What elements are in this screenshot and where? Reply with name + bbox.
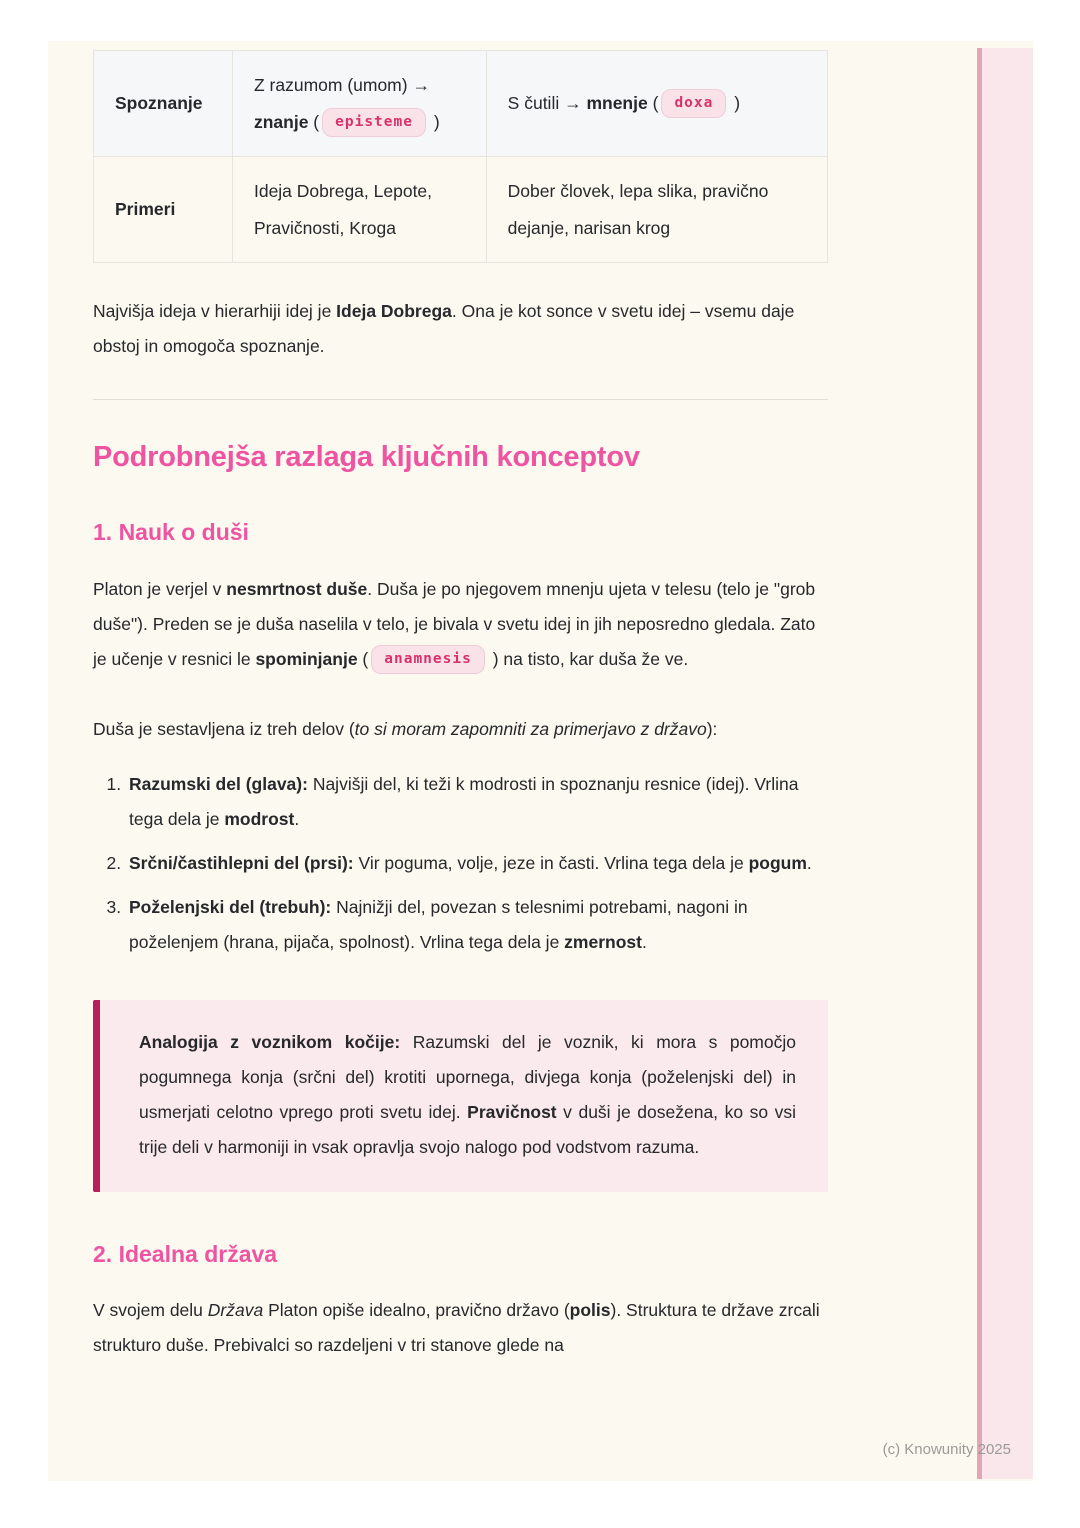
row-label-spoznanje: Spoznanje: [94, 51, 233, 157]
cell-cognition-sensory: S čutili → mnenje ( doxa ): [486, 51, 827, 157]
paragraph-soul-immortality: Platon je verjel v nesmrtnost duše. Duša je po njegovem mnenju ujeta v telesu (telo je "grob duše"). Preden se je duša naselila v telo, je bivala v svetu idej in jih neposredno gledala. Zato je učenje v resnici le spominjanje ( anamnesis ) na tisto, kar duša že ve.: [93, 572, 828, 677]
page-content: [93, 50, 828, 1363]
cell-examples-ideas: Ideja Dobrega, Lepote, Pravičnosti, Kroga: [232, 157, 486, 263]
section-heading: Podrobnejša razlaga ključnih konceptov: [93, 441, 640, 473]
comparison-table: [93, 50, 828, 263]
subheading-nauk-o-dusi: 1. Nauk o duši: [93, 519, 249, 545]
notes-page: [48, 41, 1033, 1481]
list-item-srcni-del: 2. Srčni/častihlepni del (prsi): Vir poguma, volje, jeze in časti. Vrlina tega dela je pogum.: [126, 846, 828, 881]
list-item-pozelenjski-del: 3. Poželenjski del (trebuh): Najnižji del, povezan s telesnimi potrebami, nagoni in poželenjem (hrana, pijača, spolnost). Vrlina tega dela je zmernost.: [126, 890, 828, 960]
cell-examples-sensory: Dober človek, lepa slika, pravično dejanje, narisan krog: [486, 157, 827, 263]
page-edge-decoration: [977, 48, 1033, 1479]
copyright-watermark: (c) Knowunity 2025: [882, 1441, 1011, 1458]
cell-cognition-ideas: Z razumom (umom) → znanje ( episteme ): [232, 51, 486, 157]
table-row-spoznanje: [94, 51, 828, 157]
soul-parts-list: [93, 767, 828, 960]
list-item-razumski-del: 1. Razumski del (glava): Najvišji del, ki teži k modrosti in spoznanju resnice (idej). Vrlina tega dela je modrost.: [126, 767, 828, 837]
subheading-idealna-drzava: 2. Idealna država: [93, 1241, 278, 1267]
paragraph-soul-parts-intro: Duša je sestavljena iz treh delov (to si moram zapomniti za primerjavo z državo):: [93, 719, 718, 739]
paragraph-ideal-state: V svojem delu Država Platon opiše idealno, pravično državo (polis). Struktura te države zrcali strukturo duše. Prebivalci so razdeljeni v tri stanove glede na: [93, 1300, 820, 1355]
paragraph-ideja-dobrega: Najvišja ideja v hierarhiji idej je Ideja Dobrega. Ona je kot sonce v svetu idej – vsemu daje obstoj in omogoča spoznanje.: [93, 301, 795, 356]
row-label-primeri: Primeri: [94, 157, 233, 263]
section-divider: [93, 399, 828, 400]
table-row-primeri: [94, 157, 828, 263]
analogy-callout: Analogija z voznikom kočije: Razumski del je voznik, ki mora s pomočjo pogumnega konja (srčni del) krotiti upornega, divjega konja (poželenjski del) in usmerjati celotno vprego proti svetu idej. Pravičnost v duši je dosežena, ko so vsi trije deli v harmoniji in vsak opravlja svojo nalogo pod vodstvom razuma.: [93, 1000, 828, 1192]
